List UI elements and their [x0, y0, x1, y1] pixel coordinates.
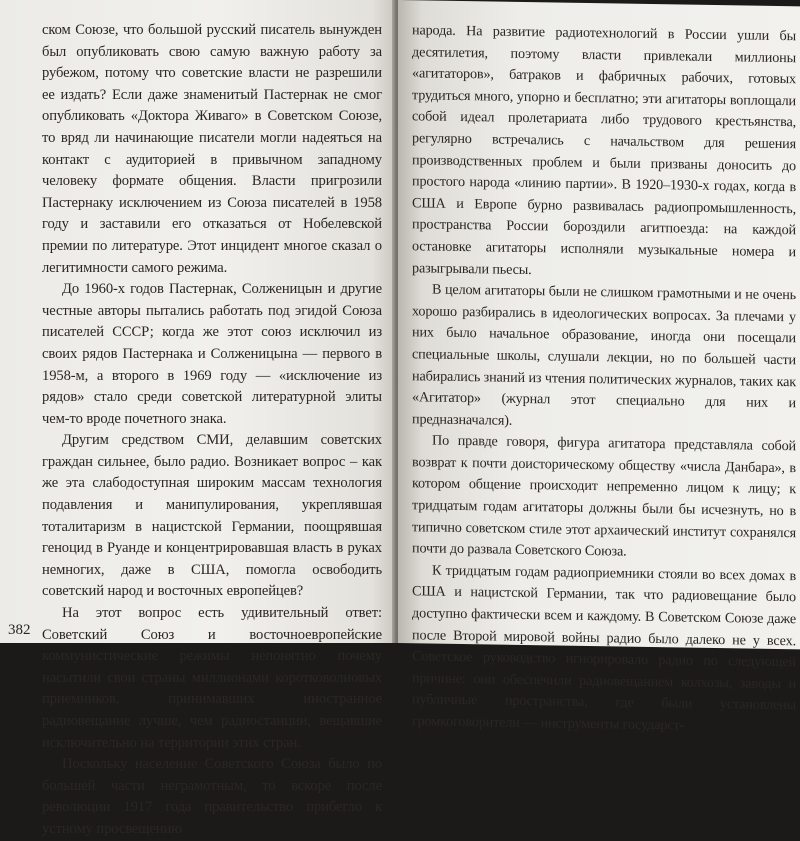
left-page [0, 0, 396, 837]
right-paragraph-2: В целом агитаторы были не слишком грамотными и не очень хорошо разбирались в идеологических вопросах. За плечами у них было начальное образование, иногда они посещали специальные школы, слушали лекции, но по большей части набирались знаний из чтения политических журналов, таких как «Агитатор» (журнал этот специально для них и предназначался). [412, 281, 796, 429]
right-paragraph-3: По правде говоря, фигура агитатора представляла собой возврат к почти доисторическому обществу «числа Данбара», в котором общение происходит непременно лицом к лицу; к тридцатым годам агитаторы должны были бы исчезнуть, но в типично советском стиле этот архаический институт сохранялся почти до развала Советского Союза. [412, 432, 796, 560]
right-paragraph-4: К тридцатым годам радиоприемники стояли во всех домах в США и нацистской Германии, так что радиовещание было доступно фактически всем и каждому. В Советском Союзе даже после Второй мировой войны радио было далеко не у всех. Советское руководство игнорировало радио по следующей причине: они обеспечили радиовещанием колхозы, заводы и публичные пространства, где были установлены громкоговорители — инструменты государст- [412, 562, 796, 734]
left-paragraph-4: На этот вопрос есть удивительный ответ: Советский Союз и восточноевропейские коммунистические режимы непонятно почему насытили свои страны миллионами коротковолновых приемников, принимавших иностранное радиовещание лучше, чем радиостанции, вещавшие исключительно на территории этих стран. [42, 605, 382, 751]
left-paragraph-2: До 1960-х годов Пастернак, Солженицын и другие честные авторы пытались работать под эгидой Союза писателей СССР; когда же этот союз исключил из своих рядов Пастернака и Солженицына — первого в 1958-м, а второго в 1969 году — «исключение из рядов» стало среди советской литературной элиты чем-то вроде почетного знака. [42, 281, 382, 427]
left-paragraph-3: Другим средством СМИ, делавшим советских граждан сильнее, было радио. Возникает вопрос – как же эта слабодоступная широким массам технология подавления и манипулирования, укреплявшая тоталитаризм в нацистской Германии, поощрявшая геноцид в Руанде и концентрировавшая власть в руках немногих, даже в США, помогла освободить советский народ и восточных европейцев? [42, 432, 382, 600]
left-paragraph-5: Поскольку население Советского Союза было по большей части неграмотным, то вскоре после революции 1917 года правительство прибегло к устному просвещению [42, 756, 382, 837]
right-paragraph-1: народа. На развитие радиотехнологий в России ушли бы десятилетия, поэтому власти привлекали миллионы «агитаторов», батраков и фабричных рабочих, готовых трудиться много, упорно и бесплатно; эти агитаторы воплощали собой идеал пролетариата либо трудового крестьянства, регулярно встречались с начальством для решения производственных проблем и были призваны доносить до простого народа «линию партии». В 1920–1930-х годах, когда в США и Европе бурно развивалась радиопромышленность, пространства России бороздили агитпоезда: на каждой остановке агитаторы исполняли музыкальные номера и разыгрывали пьесы. [412, 22, 796, 278]
page-number: 382 [8, 622, 31, 638]
left-paragraph-1: ском Союзе, что большой русский писатель вынужден был опубликовать свою самую важную работу за рубежом, потому что советские власти не разрешили ее издать? Если даже знаменитый Пастернак не смог опубликовать «Доктора Живаго» в Советском Союзе, то вряд ли начинающие писатели могли надеяться на контакт с аудиторией в привычном западному человеку формате общения. Власти пригрозили Пастернаку исключением из Союза писателей в 1958 году и заставили его отказаться от Нобелевской премии по литературе. Этот инцидент многое сказал о легитимности самого режима. [42, 22, 382, 276]
right-page [398, 0, 800, 734]
